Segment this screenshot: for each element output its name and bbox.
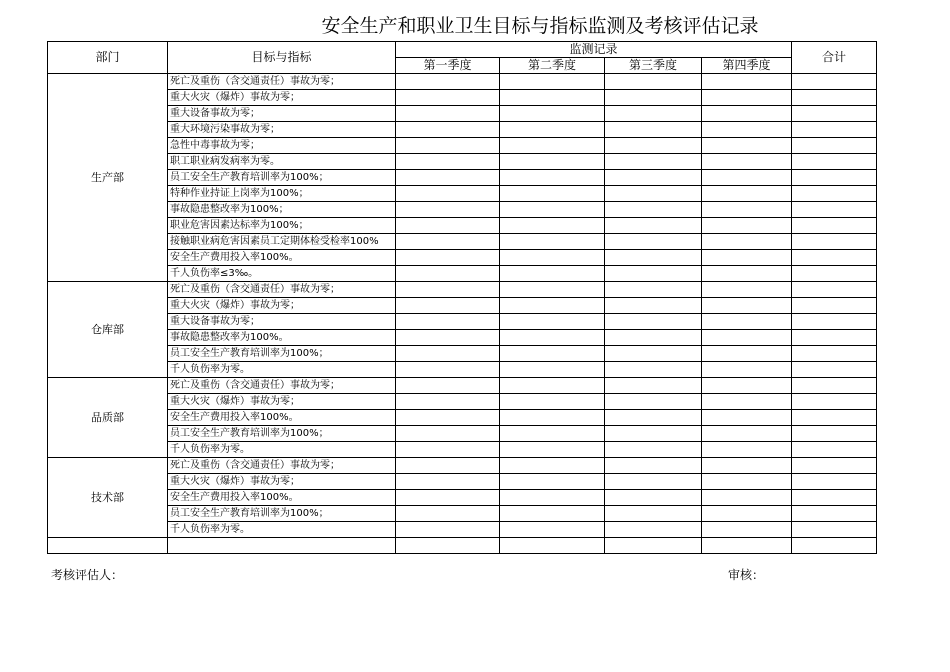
- quarter-cell[interactable]: [396, 234, 500, 250]
- quarter-cell[interactable]: [396, 346, 500, 362]
- quarter-cell[interactable]: [702, 458, 792, 474]
- quarter-cell[interactable]: [605, 154, 702, 170]
- quarter-cell[interactable]: [500, 330, 605, 346]
- quarter-cell[interactable]: [702, 122, 792, 138]
- quarter-cell[interactable]: [396, 506, 500, 522]
- quarter-cell[interactable]: [702, 282, 792, 298]
- header-row: [48, 42, 877, 58]
- quarter-cell[interactable]: [605, 298, 702, 314]
- quarter-cell[interactable]: [500, 458, 605, 474]
- quarter-cell[interactable]: [605, 170, 702, 186]
- table-row: [48, 202, 877, 218]
- page-title: 安全生产和职业卫生目标与指标监测及考核评估记录: [321, 15, 759, 37]
- total-cell[interactable]: [792, 138, 877, 154]
- target-cell: 死亡及重伤（含交通责任）事故为零；: [168, 74, 396, 90]
- quarter-cell[interactable]: [500, 426, 605, 442]
- table-row: [48, 90, 877, 106]
- quarter-cell[interactable]: [500, 266, 605, 282]
- table-row: [48, 122, 877, 138]
- table-row: [48, 298, 877, 314]
- target-cell: 重大火灾（爆炸）事故为零；: [168, 298, 396, 314]
- target-cell: 千人负伤率≤3‰。: [168, 266, 396, 282]
- target-cell: 职工职业病发病率为零。: [168, 154, 396, 170]
- blank-cell[interactable]: [168, 538, 396, 554]
- target-cell: 千人负伤率为零。: [168, 522, 396, 538]
- target-cell: 员工安全生产教育培训率为100%；: [168, 346, 396, 362]
- total-cell[interactable]: [792, 266, 877, 282]
- quarter-cell[interactable]: [605, 90, 702, 106]
- quarter-cell[interactable]: [396, 250, 500, 266]
- target-cell: 千人负伤率为零。: [168, 362, 396, 378]
- table-row: [48, 170, 877, 186]
- quarter-cell[interactable]: [702, 490, 792, 506]
- department-cell: 生产部: [48, 74, 168, 282]
- blank-cell[interactable]: [605, 538, 702, 554]
- quarter-cell[interactable]: [702, 186, 792, 202]
- total-cell[interactable]: [792, 394, 877, 410]
- quarter-cell[interactable]: [396, 490, 500, 506]
- quarter-cell[interactable]: [702, 522, 792, 538]
- total-cell[interactable]: [792, 426, 877, 442]
- quarter-cell[interactable]: [605, 234, 702, 250]
- total-cell[interactable]: [792, 474, 877, 490]
- quarter-cell[interactable]: [702, 266, 792, 282]
- table-row: [48, 346, 877, 362]
- quarter-cell[interactable]: [396, 394, 500, 410]
- quarter-cell[interactable]: [396, 170, 500, 186]
- quarter-cell[interactable]: [500, 74, 605, 90]
- quarter-cell[interactable]: [500, 186, 605, 202]
- table-row: [48, 250, 877, 266]
- target-cell: 职业危害因素达标率为100%；: [168, 218, 396, 234]
- quarter-cell[interactable]: [605, 122, 702, 138]
- header-q1: 第一季度: [396, 58, 500, 74]
- quarter-cell[interactable]: [702, 250, 792, 266]
- quarter-cell[interactable]: [605, 202, 702, 218]
- quarter-cell[interactable]: [605, 442, 702, 458]
- table-row: [48, 362, 877, 378]
- total-cell[interactable]: [792, 506, 877, 522]
- quarter-cell[interactable]: [500, 154, 605, 170]
- table-row: [48, 154, 877, 170]
- assessor-label: 考核评估人：: [51, 568, 124, 582]
- quarter-cell[interactable]: [605, 426, 702, 442]
- table-row: [48, 314, 877, 330]
- quarter-cell[interactable]: [500, 202, 605, 218]
- total-cell[interactable]: [792, 74, 877, 90]
- target-cell: 重大火灾（爆炸）事故为零；: [168, 474, 396, 490]
- quarter-cell[interactable]: [702, 394, 792, 410]
- header-q3: 第三季度: [605, 58, 702, 74]
- quarter-cell[interactable]: [605, 506, 702, 522]
- quarter-cell[interactable]: [702, 202, 792, 218]
- quarter-cell[interactable]: [605, 266, 702, 282]
- quarter-cell[interactable]: [500, 394, 605, 410]
- target-cell: 急性中毒事故为零；: [168, 138, 396, 154]
- total-cell[interactable]: [792, 122, 877, 138]
- target-cell: 死亡及重伤（含交通责任）事故为零；: [168, 282, 396, 298]
- quarter-cell[interactable]: [396, 474, 500, 490]
- quarter-cell[interactable]: [500, 362, 605, 378]
- blank-cell[interactable]: [792, 538, 877, 554]
- quarter-cell[interactable]: [396, 282, 500, 298]
- quarter-cell[interactable]: [396, 122, 500, 138]
- quarter-cell[interactable]: [702, 74, 792, 90]
- reviewer-label: 审核：: [728, 568, 765, 582]
- table-row: [48, 186, 877, 202]
- quarter-cell[interactable]: [396, 314, 500, 330]
- quarter-cell[interactable]: [702, 154, 792, 170]
- quarter-cell[interactable]: [702, 474, 792, 490]
- quarter-cell[interactable]: [702, 298, 792, 314]
- blank-row: [48, 538, 877, 554]
- table-row: [48, 442, 877, 458]
- target-cell: 重大环境污染事故为零；: [168, 122, 396, 138]
- target-cell: 接触职业病危害因素员工定期体检受检率100%: [168, 234, 396, 250]
- quarter-cell[interactable]: [605, 106, 702, 122]
- table-row: [48, 410, 877, 426]
- total-cell[interactable]: [792, 218, 877, 234]
- quarter-cell[interactable]: [605, 458, 702, 474]
- total-cell[interactable]: [792, 170, 877, 186]
- quarter-cell[interactable]: [702, 362, 792, 378]
- table-row: [48, 490, 877, 506]
- total-cell[interactable]: [792, 378, 877, 394]
- quarter-cell[interactable]: [702, 378, 792, 394]
- quarter-cell[interactable]: [605, 522, 702, 538]
- quarter-cell[interactable]: [396, 138, 500, 154]
- quarter-cell[interactable]: [500, 298, 605, 314]
- quarter-cell[interactable]: [500, 314, 605, 330]
- table-row: [48, 330, 877, 346]
- quarter-cell[interactable]: [396, 298, 500, 314]
- total-cell[interactable]: [792, 346, 877, 362]
- quarter-cell[interactable]: [500, 490, 605, 506]
- quarter-cell[interactable]: [500, 346, 605, 362]
- target-cell: 事故隐患整改率为100%；: [168, 202, 396, 218]
- quarter-cell[interactable]: [605, 394, 702, 410]
- quarter-cell[interactable]: [605, 410, 702, 426]
- quarter-cell[interactable]: [500, 442, 605, 458]
- target-cell: 重大火灾（爆炸）事故为零；: [168, 394, 396, 410]
- quarter-cell[interactable]: [702, 330, 792, 346]
- table-row: [48, 266, 877, 282]
- quarter-cell[interactable]: [500, 282, 605, 298]
- quarter-cell[interactable]: [702, 218, 792, 234]
- table-row: [48, 394, 877, 410]
- quarter-cell[interactable]: [396, 378, 500, 394]
- quarter-cell[interactable]: [702, 170, 792, 186]
- total-cell[interactable]: [792, 314, 877, 330]
- total-cell[interactable]: [792, 106, 877, 122]
- total-cell[interactable]: [792, 458, 877, 474]
- quarter-cell[interactable]: [396, 426, 500, 442]
- quarter-cell[interactable]: [702, 90, 792, 106]
- quarter-cell[interactable]: [500, 170, 605, 186]
- quarter-cell[interactable]: [396, 202, 500, 218]
- target-cell: 死亡及重伤（含交通责任）事故为零；: [168, 458, 396, 474]
- quarter-cell[interactable]: [500, 250, 605, 266]
- table-row: [48, 74, 877, 90]
- total-cell[interactable]: [792, 90, 877, 106]
- quarter-cell[interactable]: [396, 154, 500, 170]
- quarter-cell[interactable]: [500, 522, 605, 538]
- header-monitoring: 监测记录: [396, 42, 792, 58]
- quarter-cell[interactable]: [605, 74, 702, 90]
- table-row: [48, 138, 877, 154]
- quarter-cell[interactable]: [605, 474, 702, 490]
- total-cell[interactable]: [792, 442, 877, 458]
- target-cell: 安全生产费用投入率100%。: [168, 490, 396, 506]
- quarter-cell[interactable]: [396, 74, 500, 90]
- quarter-cell[interactable]: [396, 522, 500, 538]
- quarter-cell[interactable]: [605, 346, 702, 362]
- total-cell[interactable]: [792, 154, 877, 170]
- header-total: 合计: [792, 42, 877, 74]
- total-cell[interactable]: [792, 202, 877, 218]
- quarter-cell[interactable]: [702, 346, 792, 362]
- table-row: [48, 458, 877, 474]
- quarter-cell[interactable]: [500, 410, 605, 426]
- quarter-cell[interactable]: [702, 410, 792, 426]
- quarter-cell[interactable]: [702, 314, 792, 330]
- total-cell[interactable]: [792, 282, 877, 298]
- quarter-cell[interactable]: [702, 106, 792, 122]
- quarter-cell[interactable]: [605, 362, 702, 378]
- blank-cell[interactable]: [396, 538, 500, 554]
- target-cell: 重大设备事故为零；: [168, 314, 396, 330]
- quarter-cell[interactable]: [396, 218, 500, 234]
- target-cell: 安全生产费用投入率100%。: [168, 410, 396, 426]
- target-cell: 千人负伤率为零。: [168, 442, 396, 458]
- quarter-cell[interactable]: [396, 330, 500, 346]
- table-row: [48, 474, 877, 490]
- target-cell: 重大火灾（爆炸）事故为零；: [168, 90, 396, 106]
- quarter-cell[interactable]: [396, 442, 500, 458]
- quarter-cell[interactable]: [702, 138, 792, 154]
- target-cell: 员工安全生产教育培训率为100%；: [168, 426, 396, 442]
- table-row: [48, 218, 877, 234]
- quarter-cell[interactable]: [500, 218, 605, 234]
- quarter-cell[interactable]: [500, 138, 605, 154]
- target-cell: 员工安全生产教育培训率为100%；: [168, 170, 396, 186]
- quarter-cell[interactable]: [605, 282, 702, 298]
- quarter-cell[interactable]: [396, 458, 500, 474]
- quarter-cell[interactable]: [605, 378, 702, 394]
- quarter-cell[interactable]: [702, 506, 792, 522]
- quarter-cell[interactable]: [396, 90, 500, 106]
- header-target: 目标与指标: [168, 42, 396, 74]
- quarter-cell[interactable]: [396, 106, 500, 122]
- total-cell[interactable]: [792, 298, 877, 314]
- total-cell[interactable]: [792, 490, 877, 506]
- quarter-cell[interactable]: [605, 314, 702, 330]
- quarter-cell[interactable]: [605, 186, 702, 202]
- department-cell: 品质部: [48, 378, 168, 458]
- table-row: [48, 106, 877, 122]
- quarter-cell[interactable]: [605, 138, 702, 154]
- target-cell: 重大设备事故为零；: [168, 106, 396, 122]
- target-cell: 事故隐患整改率为100%。: [168, 330, 396, 346]
- table-body: [48, 74, 877, 554]
- header-q2: 第二季度: [500, 58, 605, 74]
- table-row: [48, 426, 877, 442]
- total-cell[interactable]: [792, 330, 877, 346]
- record-table: [47, 41, 877, 554]
- quarter-cell[interactable]: [500, 106, 605, 122]
- quarter-cell[interactable]: [500, 122, 605, 138]
- table-row: [48, 234, 877, 250]
- target-cell: 员工安全生产教育培训率为100%；: [168, 506, 396, 522]
- table-row: [48, 522, 877, 538]
- target-cell: 死亡及重伤（含交通责任）事故为零；: [168, 378, 396, 394]
- header-department: 部门: [48, 42, 168, 74]
- quarter-cell[interactable]: [605, 490, 702, 506]
- quarter-cell[interactable]: [605, 218, 702, 234]
- quarter-cell[interactable]: [500, 506, 605, 522]
- total-cell[interactable]: [792, 522, 877, 538]
- blank-cell[interactable]: [702, 538, 792, 554]
- quarter-cell[interactable]: [396, 362, 500, 378]
- quarter-cell[interactable]: [702, 426, 792, 442]
- total-cell[interactable]: [792, 362, 877, 378]
- total-cell[interactable]: [792, 250, 877, 266]
- quarter-cell[interactable]: [396, 186, 500, 202]
- quarter-cell[interactable]: [702, 234, 792, 250]
- department-cell: 技术部: [48, 458, 168, 538]
- quarter-cell[interactable]: [702, 442, 792, 458]
- quarter-cell[interactable]: [500, 378, 605, 394]
- quarter-cell[interactable]: [605, 330, 702, 346]
- total-cell[interactable]: [792, 186, 877, 202]
- header-q4: 第四季度: [702, 58, 792, 74]
- blank-cell[interactable]: [48, 538, 168, 554]
- total-cell[interactable]: [792, 410, 877, 426]
- quarter-cell[interactable]: [500, 474, 605, 490]
- target-cell: 安全生产费用投入率100%。: [168, 250, 396, 266]
- department-cell: 仓库部: [48, 282, 168, 378]
- quarter-cell[interactable]: [500, 234, 605, 250]
- blank-cell[interactable]: [500, 538, 605, 554]
- table-row: [48, 282, 877, 298]
- quarter-cell[interactable]: [605, 250, 702, 266]
- quarter-cell[interactable]: [396, 410, 500, 426]
- total-cell[interactable]: [792, 234, 877, 250]
- table-row: [48, 378, 877, 394]
- quarter-cell[interactable]: [500, 90, 605, 106]
- table-row: [48, 506, 877, 522]
- target-cell: 特种作业持证上岗率为100%；: [168, 186, 396, 202]
- quarter-cell[interactable]: [396, 266, 500, 282]
